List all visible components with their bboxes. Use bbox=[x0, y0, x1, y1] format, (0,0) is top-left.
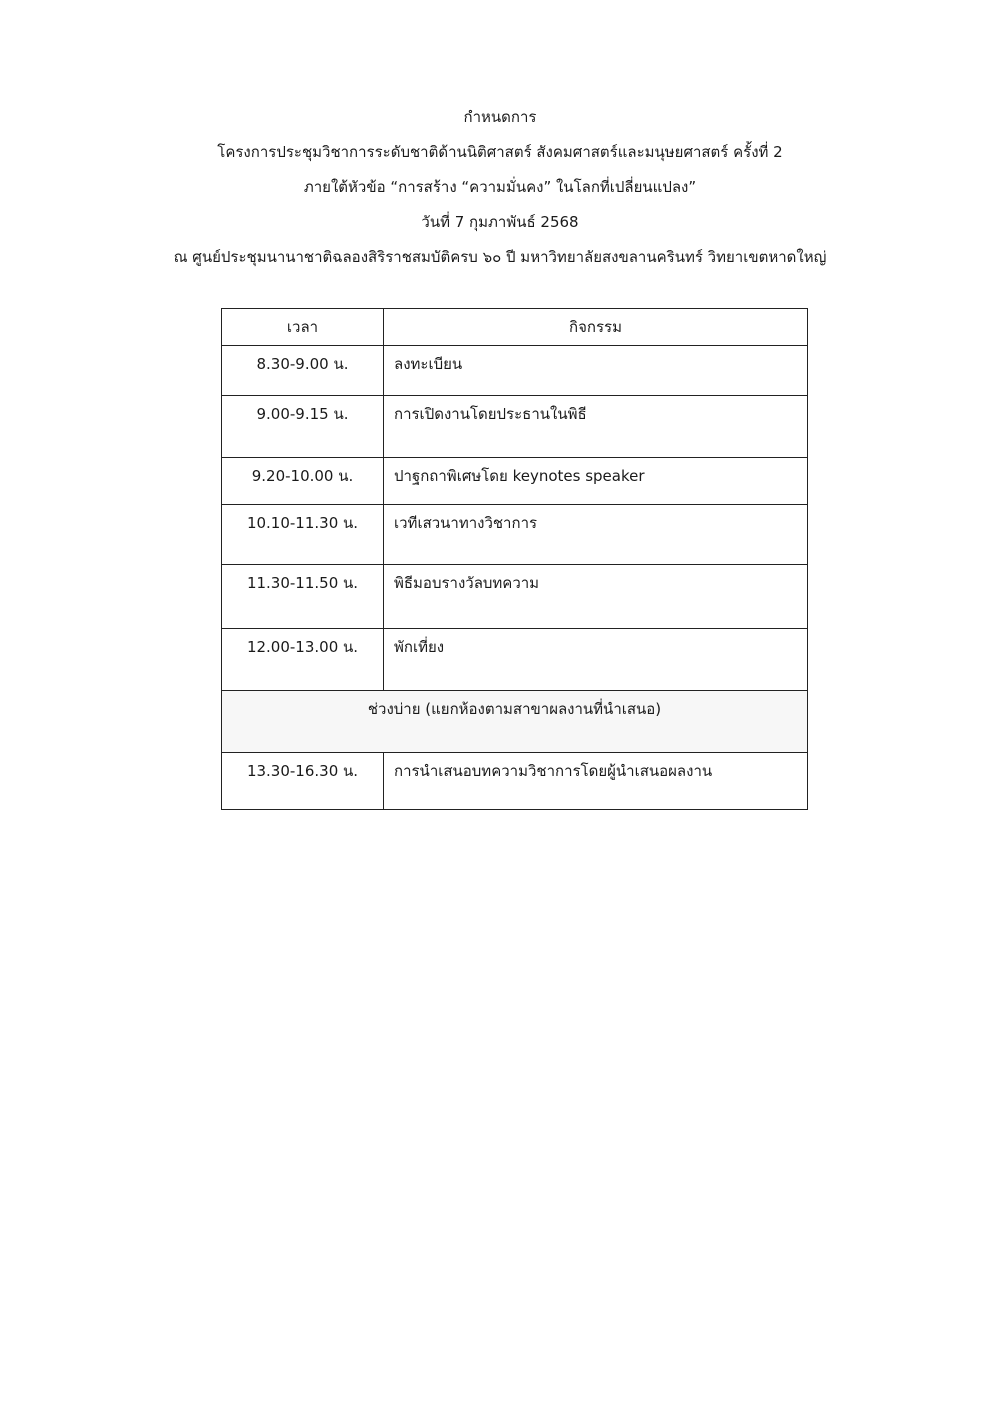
afternoon-section-label: ช่วงบ่าย (แยกห้องตามสาขาผลงานที่นำเสนอ) bbox=[222, 691, 808, 753]
activity-cell: การเปิดงานโดยประธานในพิธี bbox=[384, 396, 808, 458]
table-row bbox=[222, 396, 808, 458]
activity-column-header: กิจกรรม bbox=[384, 309, 808, 346]
table-row bbox=[222, 346, 808, 396]
activity-cell: เวทีเสวนาทางวิชาการ bbox=[384, 505, 808, 565]
document-title: กำหนดการ bbox=[463, 108, 537, 126]
table-row bbox=[222, 629, 808, 691]
section-row bbox=[222, 691, 808, 753]
activity-cell: พักเที่ยง bbox=[384, 629, 808, 691]
activity-cell: พิธีมอบรางวัลบทความ bbox=[384, 565, 808, 629]
activity-cell: ลงทะเบียน bbox=[384, 346, 808, 396]
time-cell: 10.10-11.30 น. bbox=[222, 505, 384, 565]
time-cell: 13.30-16.30 น. bbox=[222, 753, 384, 810]
table-row bbox=[222, 505, 808, 565]
table-row bbox=[222, 458, 808, 505]
project-name: โครงการประชุมวิชาการระดับชาติด้านนิติศาสตร์ สังคมศาสตร์และมนุษยศาสตร์ ครั้งที่ 2 bbox=[217, 143, 783, 161]
activity-cell: การนำเสนอบทความวิชาการโดยผู้นำเสนอผลงาน bbox=[384, 753, 808, 810]
time-cell: 9.00-9.15 น. bbox=[222, 396, 384, 458]
event-venue: ณ ศูนย์ประชุมนานาชาติฉลองสิริราชสมบัติครบ ๖๐ ปี มหาวิทยาลัยสงขลานครินทร์ วิทยาเขตหาดใหญ่ bbox=[173, 248, 827, 266]
time-cell: 9.20-10.00 น. bbox=[222, 458, 384, 505]
time-cell: 11.30-11.50 น. bbox=[222, 565, 384, 629]
table-header-row bbox=[222, 309, 808, 346]
time-cell: 8.30-9.00 น. bbox=[222, 346, 384, 396]
activity-cell: ปาฐกถาพิเศษโดย keynotes speaker bbox=[384, 458, 808, 505]
event-date: วันที่ 7 กุมภาพันธ์ 2568 bbox=[421, 213, 579, 231]
project-theme: ภายใต้หัวข้อ “การสร้าง “ความมั่นคง” ในโลกที่เปลี่ยนแปลง” bbox=[303, 178, 697, 196]
time-column-header: เวลา bbox=[222, 309, 384, 346]
schedule-table bbox=[221, 308, 808, 810]
table-row bbox=[222, 753, 808, 810]
time-cell: 12.00-13.00 น. bbox=[222, 629, 384, 691]
document-header bbox=[0, 100, 1000, 275]
table-row bbox=[222, 565, 808, 629]
